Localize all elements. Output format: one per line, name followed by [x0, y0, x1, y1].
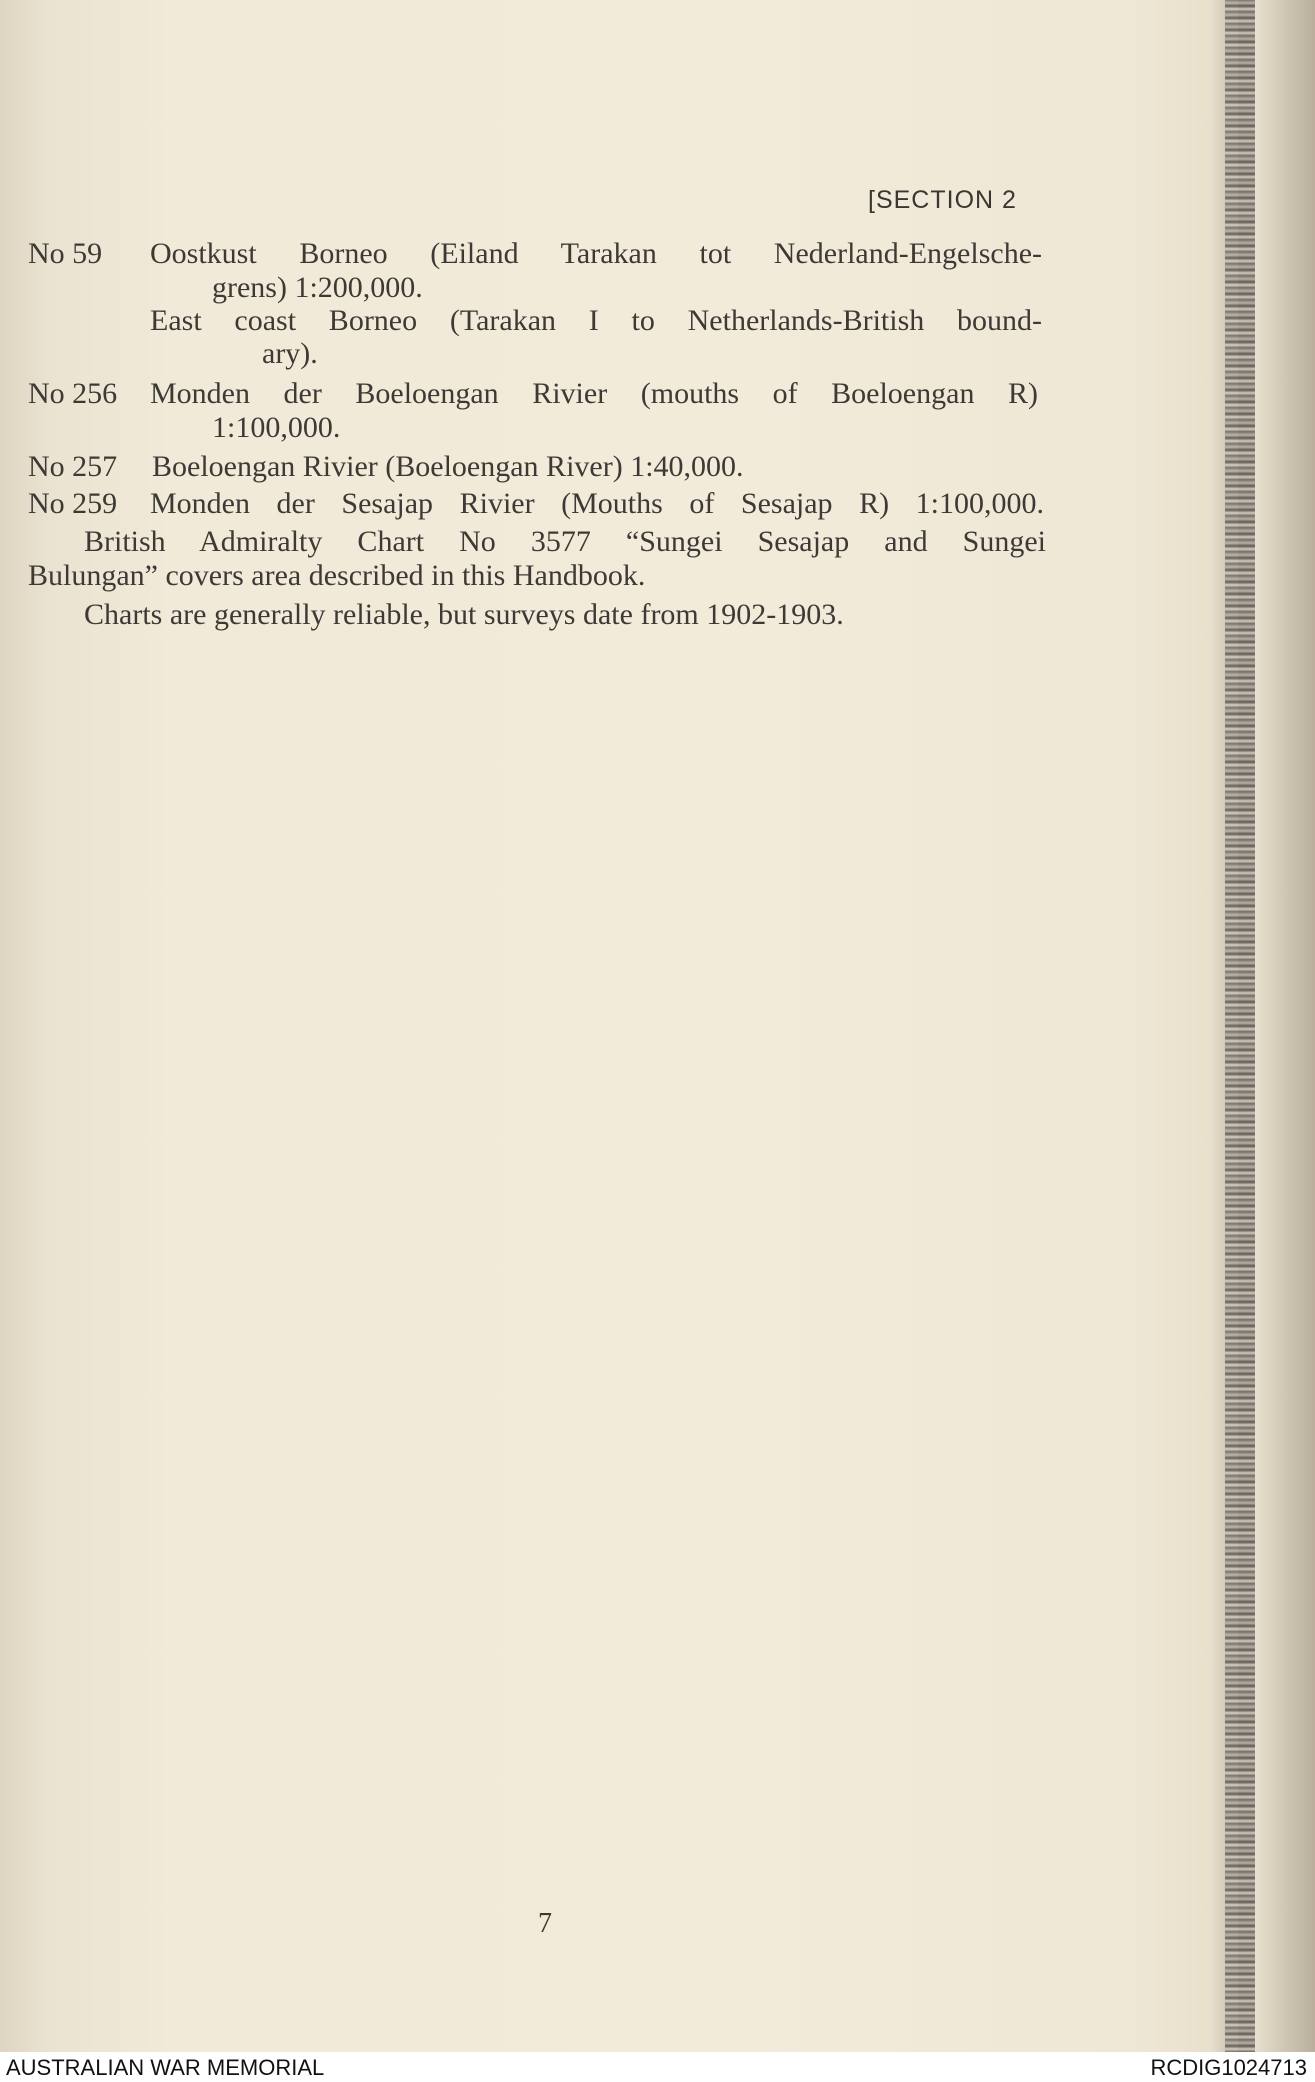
- entry-number: No 59: [28, 237, 103, 270]
- page-edge-light: [1210, 0, 1226, 2052]
- entry-number: No 256: [28, 377, 118, 410]
- entry-scale-line: grens) 1:200,000.: [212, 271, 423, 304]
- entry-translation-continuation: ary).: [262, 337, 318, 370]
- outer-page-edge: [1255, 0, 1315, 2052]
- archive-id: RCDIG1024713: [1150, 2055, 1307, 2080]
- entry-title-line: Monden der Boeloengan Rivier (mouths of Boeloengan R): [150, 377, 1038, 410]
- entry-translation-line: East coast Borneo (Tarakan I to Netherlands-British bound-: [150, 304, 1042, 337]
- admiralty-paragraph-line2: Bulungan” covers area described in this Handbook.: [28, 559, 646, 592]
- entry-title-line: Boeloengan Rivier (Boeloengan River) 1:40,000.: [152, 450, 744, 483]
- page-edge-strip: [1225, 0, 1255, 2052]
- archive-name: AUSTRALIAN WAR MEMORIAL: [6, 2055, 325, 2080]
- admiralty-paragraph-line1: British Admiralty Chart No 3577 “Sungei Sesajap and Sungei: [84, 525, 1046, 558]
- entry-scale-line: 1:100,000.: [212, 411, 341, 444]
- entry-title-line: Oostkust Borneo (Eiland Tarakan tot Nederland-Engelsche-: [150, 237, 1042, 270]
- reliability-paragraph: Charts are generally reliable, but surveys date from 1902-1903.: [84, 598, 844, 631]
- entry-number: No 257: [28, 450, 118, 483]
- page-number: 7: [538, 1908, 552, 1939]
- entry-number: No 259: [28, 487, 118, 520]
- archive-footer: [0, 2052, 1315, 2082]
- entry-title-line: Monden der Sesajap Rivier (Mouths of Sesajap R) 1:100,000.: [150, 487, 1044, 520]
- section-heading: [SECTION 2: [868, 186, 1017, 214]
